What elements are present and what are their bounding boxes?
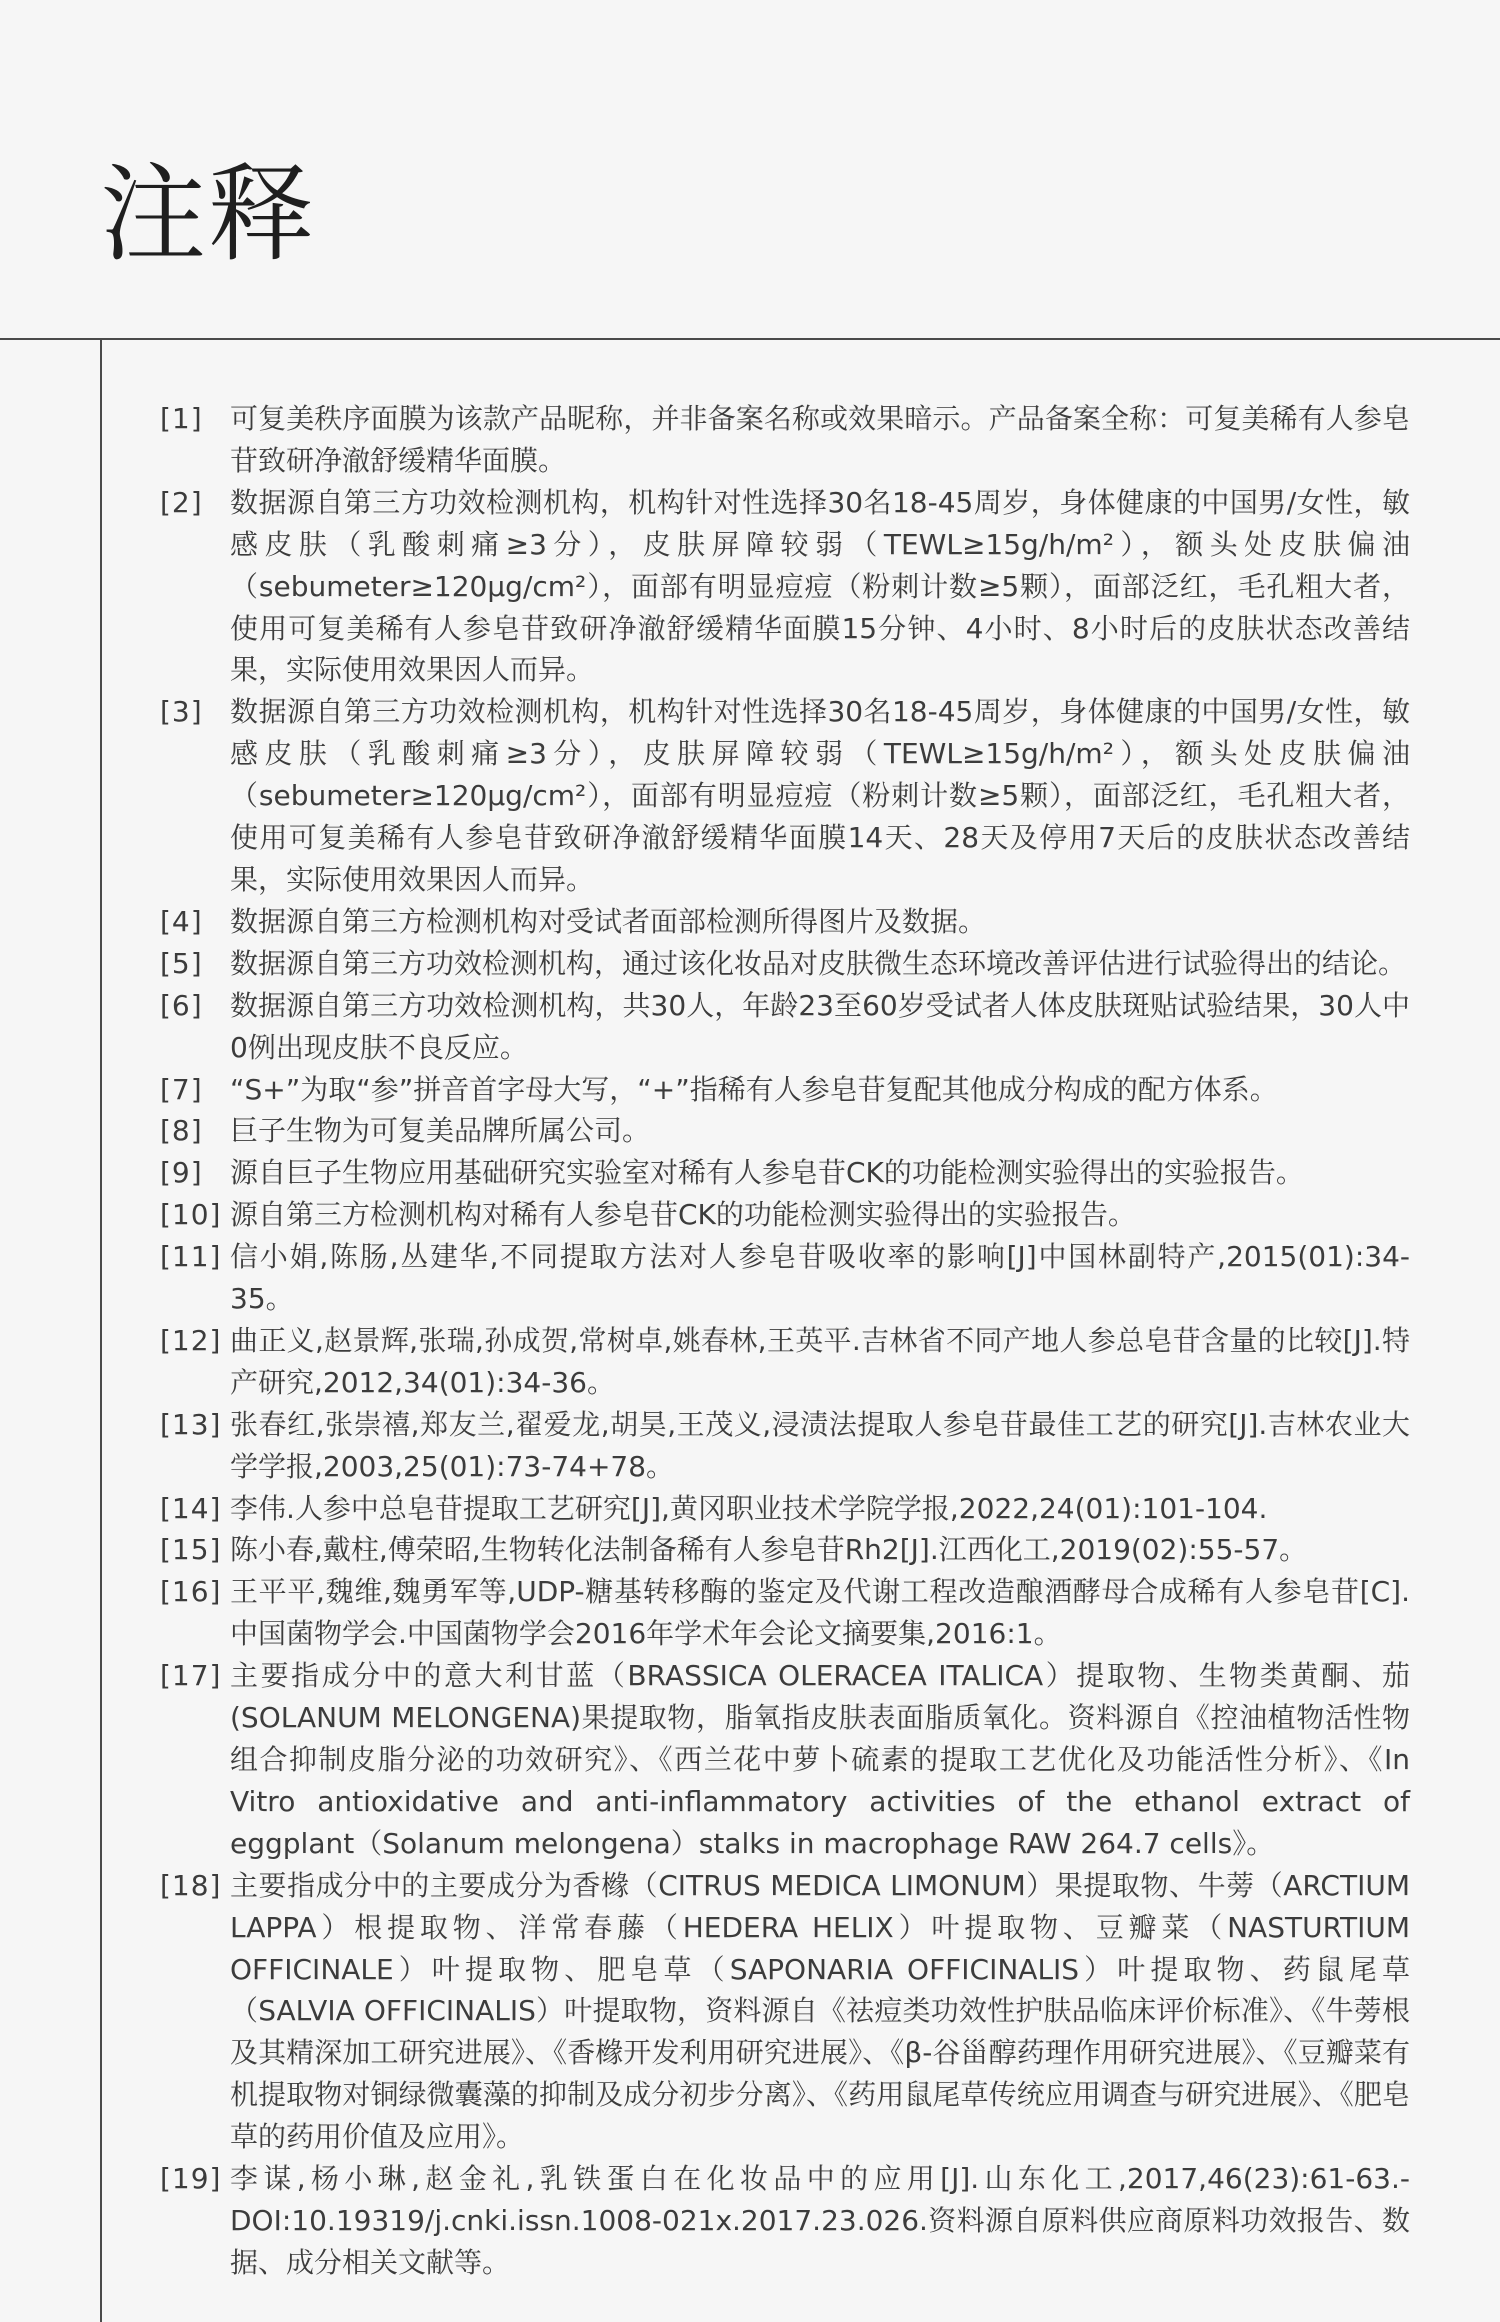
note-text: 数据源自第三方功效检测机构，机构针对性选择30名18-45周岁，身体健康的中国男/女性，敏感皮肤（乳酸刺痛≥3分），皮肤屏障较弱（TEWL≥15g/h/m²），额头处皮肤偏油（sebumeter≥120μg/cm²），面部有明显痘痘（粉刺计数≥5颗），面部泛红，毛孔粗大者，使用可复美稀有人参皂苷致研净澈舒缓精华面膜14天、28天及停用7天后的皮肤状态改善结果，实际使用效果因人而异。 xyxy=(230,695,1410,896)
note-item xyxy=(160,985,1410,1069)
note-item xyxy=(160,1320,1410,1404)
note-text: 巨子生物为可复美品牌所属公司。 xyxy=(230,1114,651,1148)
note-number: [18] xyxy=(160,1868,222,1902)
note-item xyxy=(160,1571,1410,1655)
note-item xyxy=(160,1404,1410,1488)
horizontal-divider xyxy=(0,338,1500,340)
note-number: [15] xyxy=(160,1533,222,1567)
vertical-divider xyxy=(100,338,102,2322)
note-text: 主要指成分中的主要成分为香橼（CITRUS MEDICA LIMONUM）果提取物、牛蒡（ARCTIUM LAPPA）根提取物、洋常春藤（HEDERA HELIX）叶提取物、豆瓣菜（NASTURTIUM OFFICINALE）叶提取物、肥皂草（SAPONARIA OFFICINALIS）叶提取物、药鼠尾草（SALVIA OFFICINALIS）叶提取物，资料源自《祛痘类功效性护肤品临床评价标准》、《牛蒡根及其精深加工研究进展》、《香橼开发利用研究进展》、《β-谷甾醇药理作用研究进展》、《豆瓣菜有机提取物对铜绿微囊藻的抑制及成分初步分离》、《药用鼠尾草传统应用调查与研究进展》、《肥皂草的药用价值及应用》。 xyxy=(230,1868,1410,2154)
note-text: 数据源自第三方功效检测机构，共30人，年龄23至60岁受试者人体皮肤斑贴试验结果，30人中0例出现皮肤不良反应。 xyxy=(230,988,1410,1064)
note-number: [8] xyxy=(160,1114,203,1148)
note-item xyxy=(160,482,1410,692)
note-text: 李伟.人参中总皂苷提取工艺研究[J],黄冈职业技术学院学报,2022,24(01):101-104. xyxy=(230,1491,1268,1525)
note-number: [3] xyxy=(160,695,203,729)
note-number: [1] xyxy=(160,402,203,435)
page-title: 注释 xyxy=(100,153,316,276)
note-number: [17] xyxy=(160,1659,222,1693)
note-item xyxy=(160,1655,1410,1865)
note-number: [12] xyxy=(160,1323,222,1357)
note-item xyxy=(160,1865,1410,2158)
note-number: [10] xyxy=(160,1198,222,1232)
note-text: 曲正义,赵景辉,张瑞,孙成贺,常树卓,姚春林,王英平.吉林省不同产地人参总皂苷含量的比较[J].特产研究,2012,34(01):34-36。 xyxy=(230,1323,1410,1399)
note-number: [4] xyxy=(160,904,203,938)
note-text: 张春红,张崇禧,郑友兰,翟爱龙,胡昊,王茂义,浸渍法提取人参皂苷最佳工艺的研究[J].吉林农业大学学报,2003,25(01):73-74+78。 xyxy=(230,1407,1410,1483)
note-text: 李谋,杨小琳,赵金礼,乳铁蛋白在化妆品中的应用[J].山东化工,2017,46(23):61-63.-DOI:10.19319/j.cnki.issn.1008-021x.2017.23.026.资料源自原料供应商原料功效报告、数据、成分相关文献等。 xyxy=(230,2162,1410,2279)
note-text: 数据源自第三方功效检测机构，机构针对性选择30名18-45周岁，身体健康的中国男/女性，敏感皮肤（乳酸刺痛≥3分），皮肤屏障较弱（TEWL≥15g/h/m²），额头处皮肤偏油（sebumeter≥120μg/cm²），面部有明显痘痘（粉刺计数≥5颗），面部泛红，毛孔粗大者，使用可复美稀有人参皂苷致研净澈舒缓精华面膜15分钟、4小时、8小时后的皮肤状态改善结果，实际使用效果因人而异。 xyxy=(230,485,1410,687)
note-text: 陈小春,戴柱,傅荣昭,生物转化法制备稀有人参皂苷Rh2[J].江西化工,2019(02):55-57。 xyxy=(230,1533,1308,1567)
note-number: [7] xyxy=(160,1072,203,1106)
note-number: [11] xyxy=(160,1240,222,1274)
note-item xyxy=(160,1152,1410,1194)
note-item xyxy=(160,1069,1410,1111)
note-item xyxy=(160,398,1410,482)
note-item xyxy=(160,901,1410,943)
note-number: [6] xyxy=(160,988,203,1022)
note-number: [2] xyxy=(160,485,203,519)
note-number: [9] xyxy=(160,1156,203,1190)
note-item xyxy=(160,1236,1410,1320)
note-text: 数据源自第三方检测机构对受试者面部检测所得图片及数据。 xyxy=(230,904,987,938)
note-item xyxy=(160,2158,1410,2284)
note-item xyxy=(160,1194,1410,1236)
note-text: 源自巨子生物应用基础研究实验室对稀有人参皂苷CK的功能检测实验得出的实验报告。 xyxy=(230,1156,1304,1190)
note-number: [13] xyxy=(160,1407,222,1441)
note-item xyxy=(160,943,1410,985)
note-text: 王平平,魏维,魏勇军等,UDP-糖基转移酶的鉴定及代谢工程改造酿酒酵母合成稀有人参皂苷[C].中国菌物学会.中国菌物学会2016年学术年会论文摘要集,2016:1。 xyxy=(230,1575,1410,1651)
note-number: [16] xyxy=(160,1575,222,1609)
note-item xyxy=(160,1488,1410,1530)
note-text: 信小娟,陈肠,丛建华,不同提取方法对人参皂苷吸收率的影响[J]中国林副特产,2015(01):34-35。 xyxy=(230,1240,1410,1316)
notes-list xyxy=(160,398,1410,2284)
note-text: 可复美秩序面膜为该款产品昵称，并非备案名称或效果暗示。产品备案全称：可复美稀有人参皂苷致研净澈舒缓精华面膜。 xyxy=(230,402,1410,477)
note-number: [14] xyxy=(160,1491,222,1525)
note-number: [5] xyxy=(160,946,203,980)
note-item xyxy=(160,1110,1410,1152)
note-text: 主要指成分中的意大利甘蓝（BRASSICA OLERACEA ITALICA）提取物、生物类黄酮、茄(SOLANUM MELONGENA)果提取物，脂氧指皮肤表面脂质氧化。资料源自《控油植物活性物组合抑制皮脂分泌的功效研究》、《西兰花中萝卜硫素的提取工艺优化及功能活性分析》、《In Vitro antioxidative and anti-inflammatory activities of the ethanol extract of eggplant（Solanum melongena）stalks in macrophage RAW 264.7 cells》。 xyxy=(230,1659,1410,1860)
note-item xyxy=(160,1529,1410,1571)
note-item xyxy=(160,691,1410,901)
note-number: [19] xyxy=(160,2162,222,2196)
note-text: 数据源自第三方功效检测机构，通过该化妆品对皮肤微生态环境改善评估进行试验得出的结论。 xyxy=(230,946,1407,980)
note-text: “S+”为取“参”拼音首字母大写，“+”指稀有人参皂苷复配其他成分构成的配方体系。 xyxy=(230,1072,1278,1106)
note-text: 源自第三方检测机构对稀有人参皂苷CK的功能检测实验得出的实验报告。 xyxy=(230,1198,1136,1232)
